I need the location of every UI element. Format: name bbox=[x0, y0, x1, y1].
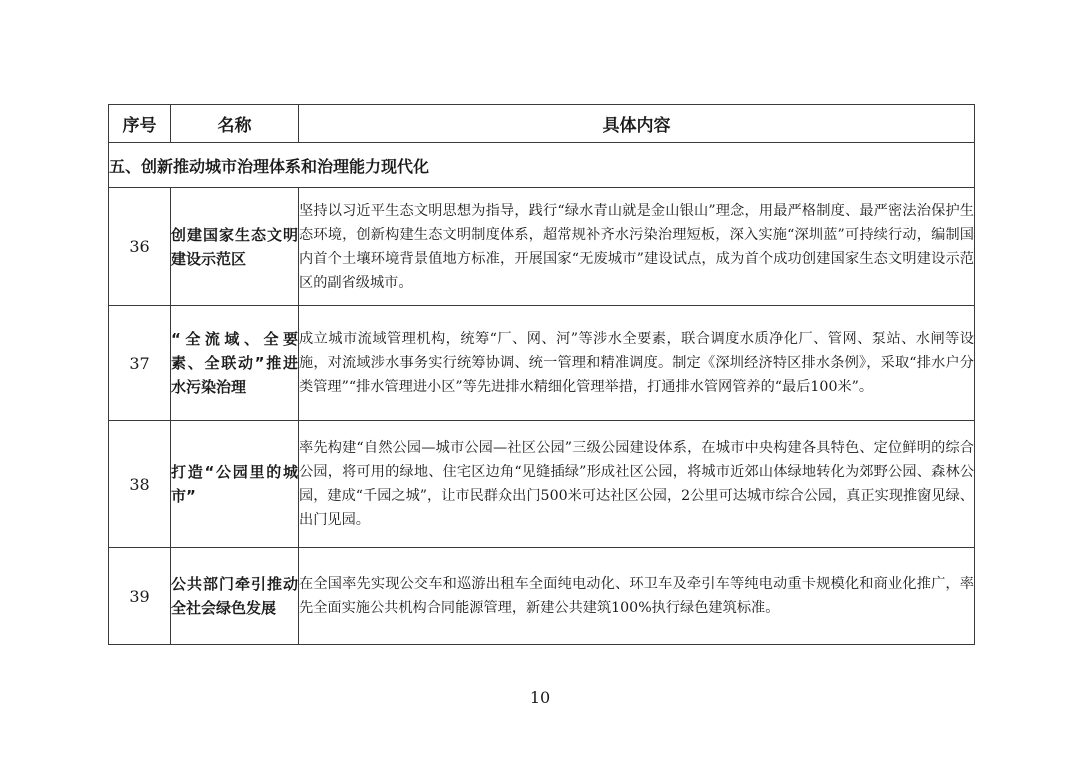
table-row bbox=[109, 188, 975, 306]
row-number: 36 bbox=[109, 188, 171, 306]
header-content: 具体内容 bbox=[299, 105, 975, 143]
row-content: 成立城市流域管理机构，统筹“厂、网、河”等涉水全要素，联合调度水质净化厂、管网、泵站、水闸等设施，对流域涉水事务实行统筹协调、统一管理和精准调度。制定《深圳经济特区排水条例》，采取“排水户分类管理”“排水管理进小区”等先进排水精细化管理举措，打通排水管网管养的“最后100米”。 bbox=[299, 306, 975, 421]
header-name: 名称 bbox=[171, 105, 299, 143]
section-row bbox=[109, 143, 975, 188]
table-header-row bbox=[109, 105, 975, 143]
row-number: 39 bbox=[109, 548, 171, 645]
table-row bbox=[109, 548, 975, 645]
row-content: 坚持以习近平生态文明思想为指导，践行“绿水青山就是金山银山”理念，用最严格制度、最严密法治保护生态环境，创新构建生态文明制度体系，超常规补齐水污染治理短板，深入实施“深圳蓝”可持续行动，编制国内首个土壤环境背景值地方标准，开展国家“无废城市”建设试点，成为首个成功创建国家生态文明建设示范区的副省级城市。 bbox=[299, 188, 975, 306]
row-name: “全流域、全要素、全联动”推进水污染治理 bbox=[171, 306, 299, 421]
section-title: 五、创新推动城市治理体系和治理能力现代化 bbox=[109, 143, 975, 188]
content-table bbox=[108, 104, 975, 645]
row-content: 在全国率先实现公交车和巡游出租车全面纯电动化、环卫车及牵引车等纯电动重卡规模化和商业化推广，率先全面实施公共机构合同能源管理，新建公共建筑100%执行绿色建筑标准。 bbox=[299, 548, 975, 645]
row-name: 创建国家生态文明建设示范区 bbox=[171, 188, 299, 306]
row-number: 37 bbox=[109, 306, 171, 421]
row-number: 38 bbox=[109, 421, 171, 548]
row-content: 率先构建“自然公园—城市公园—社区公园”三级公园建设体系，在城市中央构建各具特色、定位鲜明的综合公园，将可用的绿地、住宅区边角“见缝插绿”形成社区公园，将城市近郊山体绿地转化为郊野公园、森林公园，建成“千园之城”，让市民群众出门500米可达社区公园，2公里可达城市综合公园，真正实现推窗见绿、出门见园。 bbox=[299, 421, 975, 548]
row-name: 公共部门牵引推动全社会绿色发展 bbox=[171, 548, 299, 645]
row-name: 打造“公园里的城市” bbox=[171, 421, 299, 548]
table-row bbox=[109, 421, 975, 548]
table-row bbox=[109, 306, 975, 421]
page-number: 10 bbox=[529, 688, 551, 707]
header-number: 序号 bbox=[109, 105, 171, 143]
